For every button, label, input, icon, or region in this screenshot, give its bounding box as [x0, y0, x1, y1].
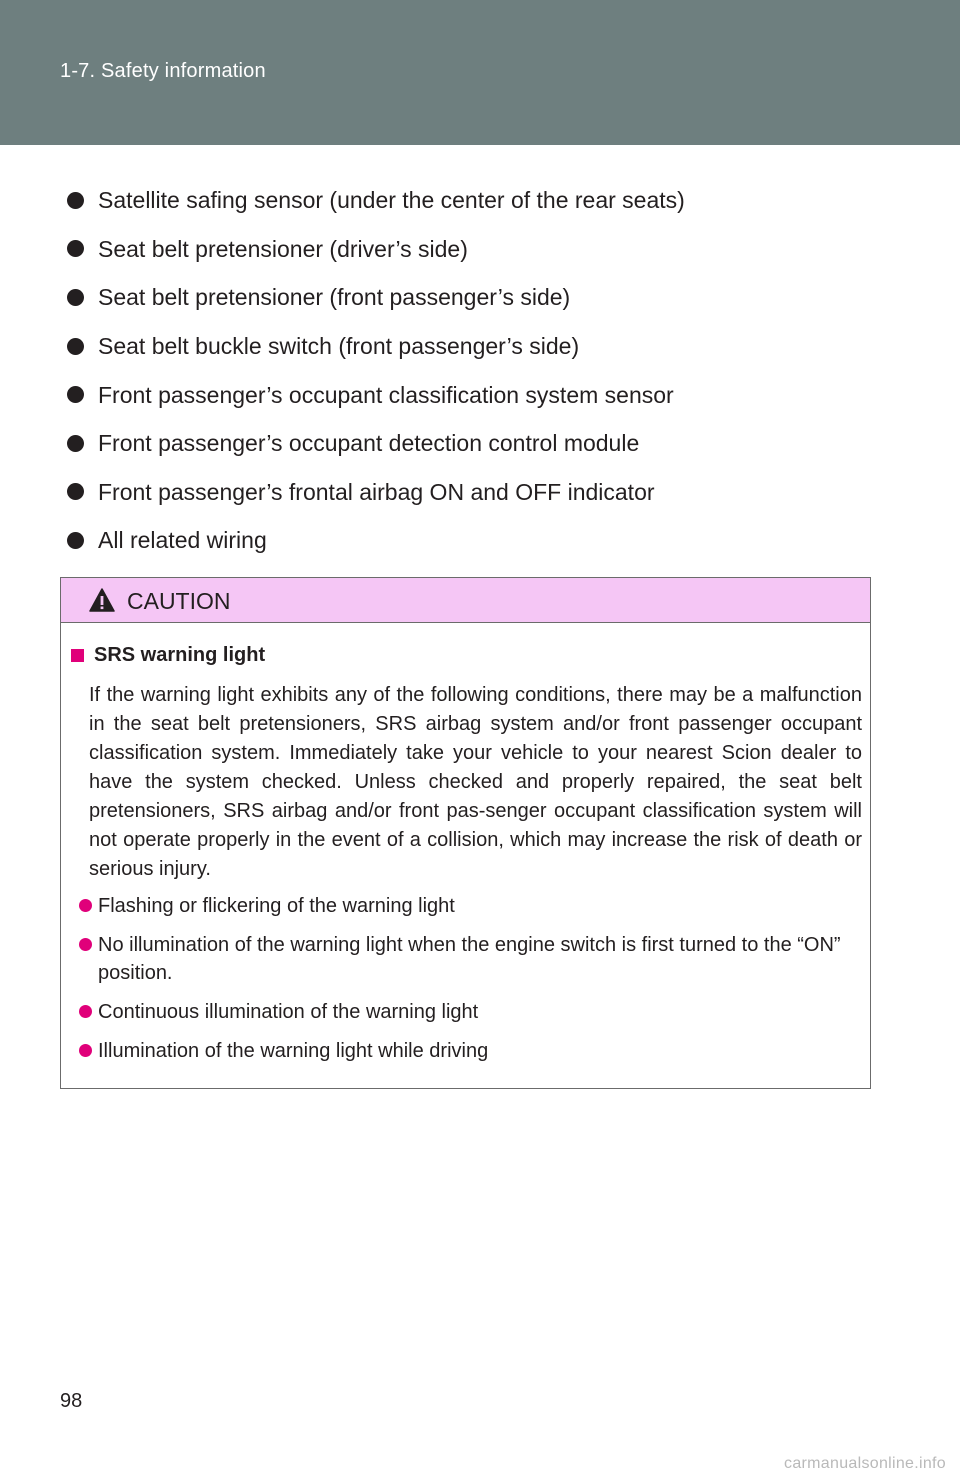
- list-item-text: Illumination of the warning light while driving: [98, 1040, 489, 1062]
- list-item-text: Seat belt pretensioner (front passenger’s side): [98, 284, 571, 311]
- bullet-icon: [79, 938, 92, 951]
- bullet-icon: [67, 483, 84, 500]
- caution-box: [60, 577, 871, 1089]
- list-item-text: All related wiring: [98, 527, 267, 554]
- caution-paragraph: If the warning light exhibits any of the following conditions, there may be a malfunction in the seat belt pretensioners, SRS airbag system and/or front passenger occupant classification system. Immediately take your vehicle to your nearest Scion dealer to have the system checked. Unless checked and properly repaired, the seat belt pretensioners, SRS airbag and/or front pas-senger occupant classification system will not operate properly in the event of a collision, which may increase the risk of death or serious injury.: [89, 684, 862, 880]
- list-item-text: Flashing or flickering of the warning light: [98, 895, 455, 917]
- bullet-icon: [67, 192, 84, 209]
- list-item: [67, 225, 887, 274]
- list-item: [79, 892, 862, 920]
- list-item: [79, 1037, 862, 1065]
- list-item: [67, 370, 887, 419]
- condition-list: [79, 892, 862, 1076]
- page-number: 98: [60, 1390, 83, 1412]
- list-item: [79, 998, 862, 1026]
- caution-heading-text: SRS warning light: [94, 644, 266, 666]
- list-item-text: Seat belt pretensioner (driver’s side): [98, 235, 468, 262]
- bullet-icon: [79, 1044, 92, 1057]
- bullet-icon: [67, 532, 84, 549]
- bullet-icon: [79, 899, 92, 912]
- list-item-text: Satellite safing sensor (under the center of the rear seats): [98, 187, 685, 214]
- list-item-text: Continuous illumination of the warning light: [98, 1001, 479, 1023]
- square-bullet-icon: [71, 649, 84, 662]
- list-item: [67, 419, 887, 468]
- bullet-icon: [67, 435, 84, 452]
- page-header: [0, 0, 960, 145]
- list-item: [67, 468, 887, 517]
- list-item-text: Front passenger’s frontal airbag ON and OFF indicator: [98, 478, 655, 505]
- list-item: [79, 931, 862, 987]
- watermark: carmanualsonline.info: [784, 1455, 946, 1472]
- list-item-text: Front passenger’s occupant classification system sensor: [98, 381, 674, 408]
- bullet-icon: [67, 386, 84, 403]
- caution-title: CAUTION: [127, 588, 231, 614]
- list-item-text: Seat belt buckle switch (front passenger’s side): [98, 333, 580, 360]
- bullet-icon: [79, 1005, 92, 1018]
- list-item: [67, 322, 887, 371]
- bullet-icon: [67, 240, 84, 257]
- list-item: [67, 516, 887, 565]
- list-item: [67, 176, 887, 225]
- caution-heading: [71, 643, 265, 667]
- bullet-icon: [67, 338, 84, 355]
- bullet-icon: [67, 289, 84, 306]
- list-item: [67, 273, 887, 322]
- warning-triangle-icon: [89, 588, 115, 612]
- component-list: [67, 176, 887, 565]
- list-item-text: No illumination of the warning light when the engine switch is first turned to the “ON” position.: [98, 934, 841, 984]
- section-title: 1-7. Safety information: [60, 60, 266, 82]
- list-item-text: Front passenger’s occupant detection control module: [98, 430, 640, 457]
- caution-header: [61, 578, 870, 623]
